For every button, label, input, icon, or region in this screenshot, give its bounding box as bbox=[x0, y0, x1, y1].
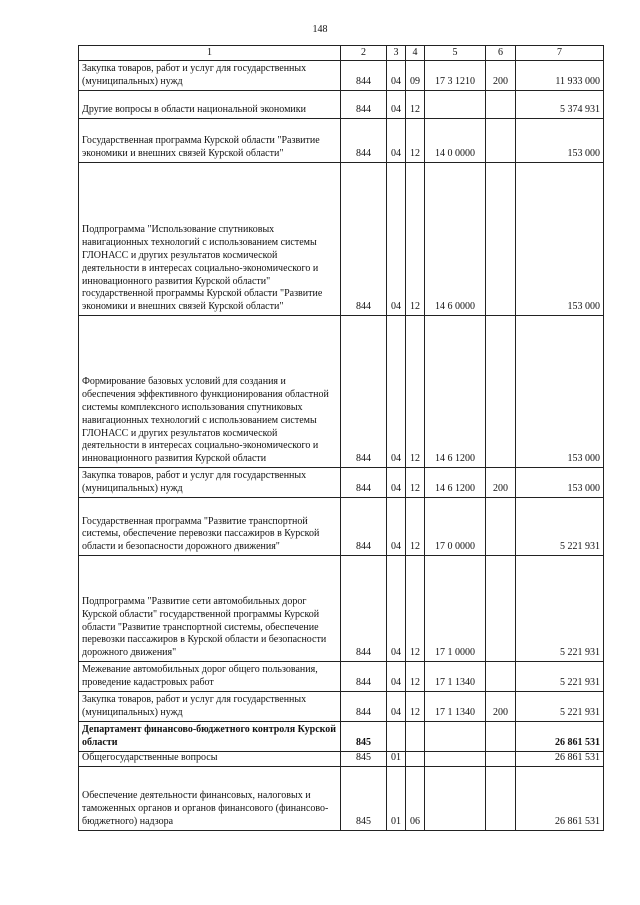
row-code: 844 bbox=[341, 316, 387, 468]
row-name: Закупка товаров, работ и услуг для государственных (муниципальных) нужд bbox=[79, 468, 341, 498]
row-expense-type: 200 bbox=[486, 692, 516, 722]
row-name: Подпрограмма "Развитие сети автомобильных дорог Курской области" государственной программы Курской области "Развитие транспортной системы, обеспечение перевозки пассажиров в Курской области и безопасности дорожного движения" bbox=[79, 556, 341, 662]
row-amount: 153 000 bbox=[516, 316, 604, 468]
row-name: Подпрограмма "Использование спутниковых навигационных технологий с использованием системы ГЛОНАСС и других результатов космической деятельности в интересах социально-экономического и инновационного развития Курской области" государственной программы Курской области "Развитие экономики и внешних связей Курской области" bbox=[79, 163, 341, 316]
table-row bbox=[79, 61, 604, 91]
header-cell-2: 2 bbox=[341, 46, 387, 61]
row-target-article: 14 6 1200 bbox=[425, 316, 486, 468]
row-subsection: 12 bbox=[406, 468, 425, 498]
row-target-article: 14 0 0000 bbox=[425, 119, 486, 163]
row-subsection bbox=[406, 722, 425, 752]
row-name: Закупка товаров, работ и услуг для государственных (муниципальных) нужд bbox=[79, 692, 341, 722]
row-code: 844 bbox=[341, 61, 387, 91]
row-name: Общегосударственные вопросы bbox=[79, 752, 341, 767]
row-code: 845 bbox=[341, 766, 387, 830]
row-amount: 5 221 931 bbox=[516, 662, 604, 692]
row-subsection: 12 bbox=[406, 316, 425, 468]
row-subsection: 12 bbox=[406, 556, 425, 662]
row-subsection: 06 bbox=[406, 766, 425, 830]
row-code: 844 bbox=[341, 91, 387, 119]
header-cell-3: 3 bbox=[387, 46, 406, 61]
row-section: 04 bbox=[387, 61, 406, 91]
row-section: 04 bbox=[387, 692, 406, 722]
row-subsection: 12 bbox=[406, 91, 425, 119]
row-section: 04 bbox=[387, 163, 406, 316]
row-target-article bbox=[425, 91, 486, 119]
page-number: 148 bbox=[312, 24, 328, 35]
row-expense-type bbox=[486, 662, 516, 692]
row-section: 01 bbox=[387, 752, 406, 767]
row-amount: 11 933 000 bbox=[516, 61, 604, 91]
row-name: Межевание автомобильных дорог общего пользования, проведение кадастровых работ bbox=[79, 662, 341, 692]
row-code: 844 bbox=[341, 468, 387, 498]
row-code: 845 bbox=[341, 722, 387, 752]
row-expense-type bbox=[486, 722, 516, 752]
row-expense-type bbox=[486, 91, 516, 119]
row-amount: 5 374 931 bbox=[516, 91, 604, 119]
row-amount: 5 221 931 bbox=[516, 498, 604, 556]
row-subsection: 12 bbox=[406, 692, 425, 722]
header-cell-6: 6 bbox=[486, 46, 516, 61]
table-row bbox=[79, 662, 604, 692]
row-expense-type bbox=[486, 163, 516, 316]
row-code: 844 bbox=[341, 119, 387, 163]
row-code: 844 bbox=[341, 163, 387, 316]
table-row bbox=[79, 692, 604, 722]
row-expense-type bbox=[486, 556, 516, 662]
row-expense-type bbox=[486, 752, 516, 767]
row-expense-type bbox=[486, 498, 516, 556]
row-section: 04 bbox=[387, 556, 406, 662]
row-target-article bbox=[425, 722, 486, 752]
row-target-article: 14 6 0000 bbox=[425, 163, 486, 316]
row-amount: 26 861 531 bbox=[516, 766, 604, 830]
row-target-article: 17 0 0000 bbox=[425, 498, 486, 556]
table-row bbox=[79, 722, 604, 752]
row-code: 844 bbox=[341, 556, 387, 662]
table-row bbox=[79, 498, 604, 556]
table-header-row bbox=[79, 46, 604, 61]
row-section: 04 bbox=[387, 498, 406, 556]
row-target-article: 14 6 1200 bbox=[425, 468, 486, 498]
row-amount: 5 221 931 bbox=[516, 692, 604, 722]
row-code: 845 bbox=[341, 752, 387, 767]
row-amount: 26 861 531 bbox=[516, 752, 604, 767]
row-name: Формирование базовых условий для создания и обеспечения эффективного функционирования областной системы комплексного использования спутниковых навигационных технологий с использованием системы ГЛОНАСС и других результатов космической деятельности в интересах социально-экономического и инновационного развития Курской области bbox=[79, 316, 341, 468]
row-section: 04 bbox=[387, 119, 406, 163]
row-target-article bbox=[425, 766, 486, 830]
row-section bbox=[387, 722, 406, 752]
row-section: 04 bbox=[387, 468, 406, 498]
row-expense-type bbox=[486, 766, 516, 830]
row-name: Другие вопросы в области национальной экономики bbox=[79, 91, 341, 119]
row-name: Обеспечение деятельности финансовых, налоговых и таможенных органов и органов финансового (финансово-бюджетного) надзора bbox=[79, 766, 341, 830]
row-subsection: 12 bbox=[406, 498, 425, 556]
row-expense-type bbox=[486, 119, 516, 163]
row-amount: 153 000 bbox=[516, 468, 604, 498]
row-name: Закупка товаров, работ и услуг для государственных (муниципальных) нужд bbox=[79, 61, 341, 91]
row-code: 844 bbox=[341, 498, 387, 556]
row-section: 04 bbox=[387, 316, 406, 468]
row-subsection: 09 bbox=[406, 61, 425, 91]
row-subsection bbox=[406, 752, 425, 767]
table-row bbox=[79, 119, 604, 163]
row-name: Государственная программа "Развитие транспортной системы, обеспечение перевозки пассажиров в Курской области и безопасности дорожного движения" bbox=[79, 498, 341, 556]
row-expense-type: 200 bbox=[486, 61, 516, 91]
budget-table bbox=[78, 45, 604, 831]
header-cell-7: 7 bbox=[516, 46, 604, 61]
row-section: 04 bbox=[387, 662, 406, 692]
row-name: Государственная программа Курской области "Развитие экономики и внешних связей Курской области" bbox=[79, 119, 341, 163]
row-section: 01 bbox=[387, 766, 406, 830]
table-row bbox=[79, 468, 604, 498]
row-expense-type: 200 bbox=[486, 468, 516, 498]
row-target-article: 17 1 1340 bbox=[425, 662, 486, 692]
row-subsection: 12 bbox=[406, 119, 425, 163]
table-row bbox=[79, 91, 604, 119]
row-section: 04 bbox=[387, 91, 406, 119]
row-expense-type bbox=[486, 316, 516, 468]
row-target-article: 17 1 1340 bbox=[425, 692, 486, 722]
row-amount: 5 221 931 bbox=[516, 556, 604, 662]
table-row bbox=[79, 163, 604, 316]
table-row bbox=[79, 316, 604, 468]
table-row bbox=[79, 752, 604, 767]
row-target-article: 17 3 1210 bbox=[425, 61, 486, 91]
row-amount: 153 000 bbox=[516, 119, 604, 163]
row-target-article: 17 1 0000 bbox=[425, 556, 486, 662]
row-subsection: 12 bbox=[406, 163, 425, 316]
header-cell-4: 4 bbox=[406, 46, 425, 61]
row-amount: 26 861 531 bbox=[516, 722, 604, 752]
row-subsection: 12 bbox=[406, 662, 425, 692]
row-name: Департамент финансово-бюджетного контроля Курской области bbox=[79, 722, 341, 752]
row-code: 844 bbox=[341, 692, 387, 722]
header-cell-1: 1 bbox=[79, 46, 341, 61]
table-row bbox=[79, 766, 604, 830]
table-row bbox=[79, 556, 604, 662]
row-code: 844 bbox=[341, 662, 387, 692]
row-amount: 153 000 bbox=[516, 163, 604, 316]
row-target-article bbox=[425, 752, 486, 767]
header-cell-5: 5 bbox=[425, 46, 486, 61]
